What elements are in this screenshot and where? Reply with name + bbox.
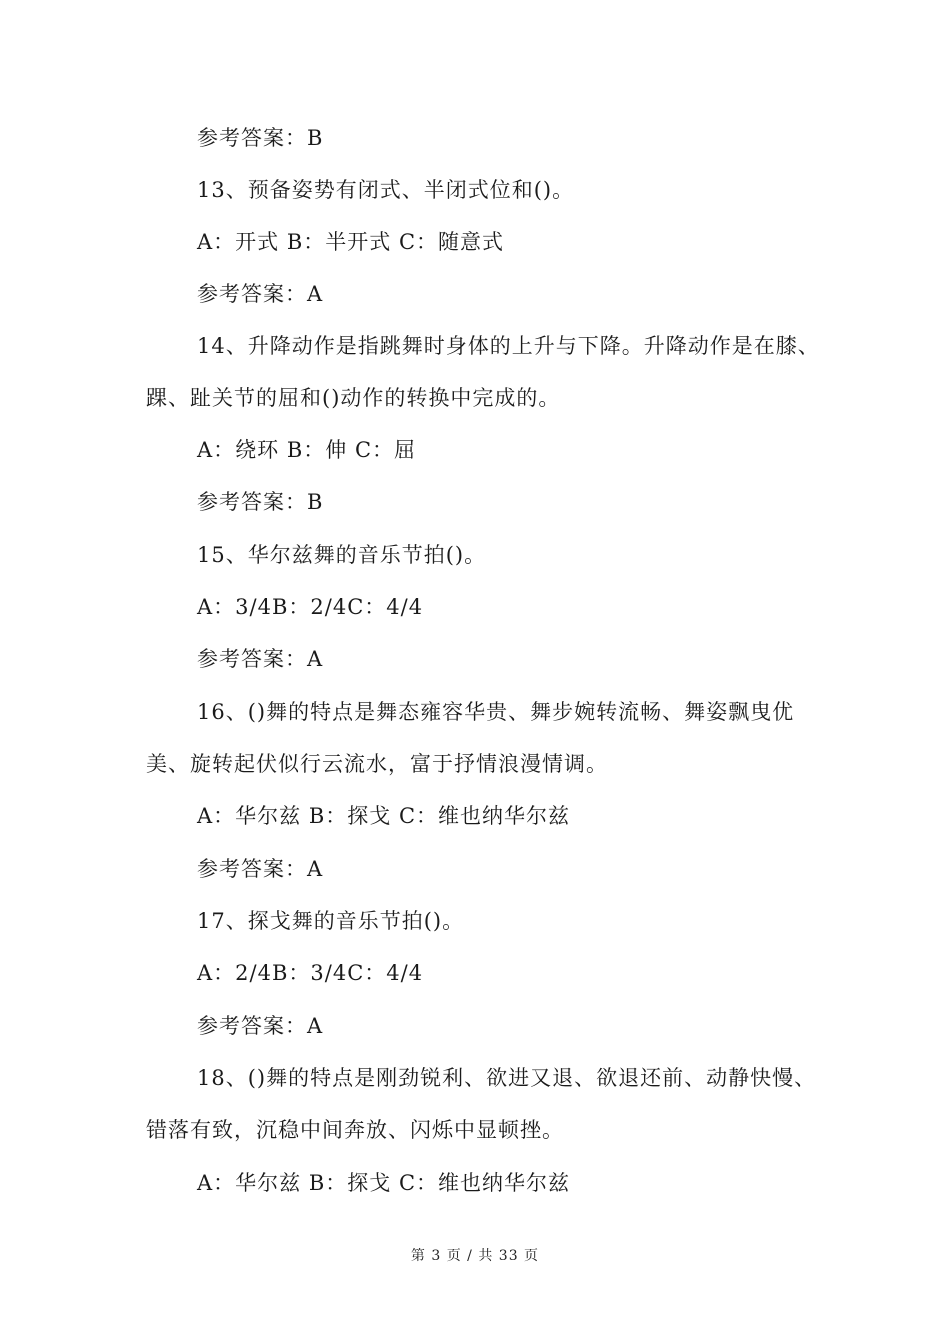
answer-12: 参考答案：B [197,126,324,150]
answer-13: 参考答案：A [197,282,324,306]
question-18-line2: 错落有致，沉稳中间奔放、闪烁中显顿挫。 [146,1118,564,1142]
page-footer: 第 3 页 / 共 33 页 [410,1248,540,1264]
answer-15: 参考答案：A [197,647,324,671]
answer-14: 参考答案：B [197,490,324,514]
options-15: A：3/4B：2/4C：4/4 [197,595,424,619]
options-18: A：华尔兹 B：探戈 C：维也纳华尔兹 [197,1171,571,1195]
options-14: A：绕环 B：伸 C：屈 [197,438,417,462]
question-16-line2: 美、旋转起伏似行云流水，富于抒情浪漫情调。 [146,752,608,776]
question-18-line1: 18、()舞的特点是刚劲锐利、欲进又退、欲退还前、动静快慢、 [197,1066,817,1090]
answer-17: 参考答案：A [197,1014,324,1038]
options-13: A：开式 B：半开式 C：随意式 [197,230,505,254]
question-14-line1: 14、升降动作是指跳舞时身体的上升与下降。升降动作是在膝、 [197,334,820,358]
options-17: A：2/4B：3/4C：4/4 [197,961,424,985]
question-15: 15、华尔兹舞的音乐节拍()。 [197,543,487,567]
question-17: 17、探戈舞的音乐节拍()。 [197,909,465,933]
answer-16: 参考答案：A [197,857,324,881]
options-16: A：华尔兹 B：探戈 C：维也纳华尔兹 [197,804,571,828]
question-13: 13、预备姿势有闭式、半闭式位和()。 [197,178,575,202]
question-14-line2: 踝、趾关节的屈和()动作的转换中完成的。 [146,386,561,410]
question-16-line1: 16、()舞的特点是舞态雍容华贵、舞步婉转流畅、舞姿飘曳优 [197,700,795,724]
